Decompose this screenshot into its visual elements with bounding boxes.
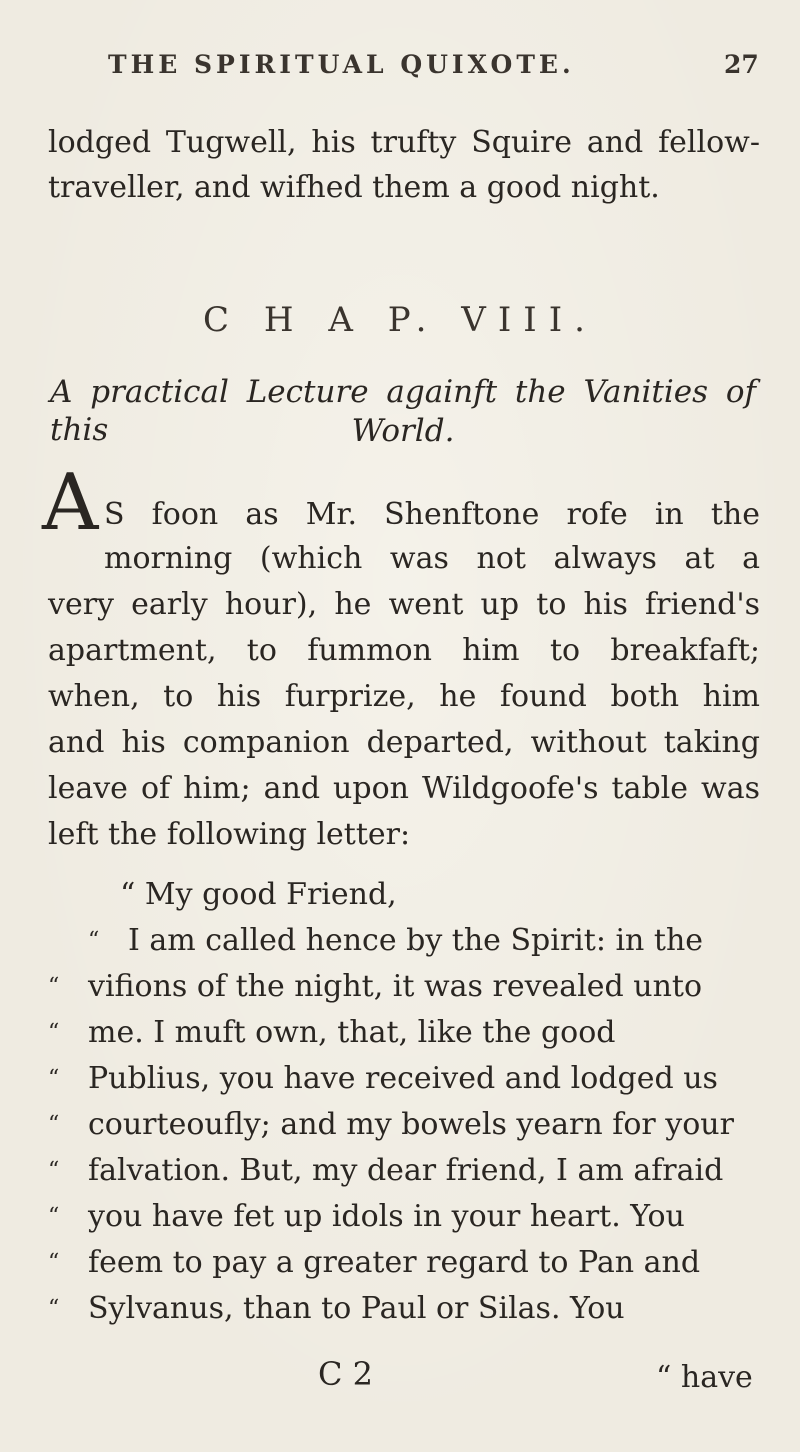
quote-mark: “	[48, 1112, 60, 1137]
quote-mark: “	[48, 1296, 60, 1321]
quote-mark: “	[48, 1250, 60, 1275]
letter-line-text: courteoufly; and my bowels yearn for your	[88, 1107, 734, 1142]
letter-line-text: feem to pay a greater regard to Pan and	[88, 1245, 701, 1280]
running-head-title: THE SPIRITUAL QUIXOTE.	[108, 50, 575, 79]
paragraph-line-2: morning (which was not always at a	[104, 541, 760, 576]
letter-line	[48, 1290, 760, 1328]
paragraph-line-4: apartment, to fummon him to breakfaft;	[48, 633, 760, 668]
letter-line	[48, 1244, 760, 1282]
letter-line-text: you have fet up idols in your heart. You	[88, 1199, 685, 1234]
letter-line	[48, 1106, 760, 1144]
opening-line-2: traveller, and wifhed them a good night.	[48, 170, 660, 205]
chapter-subtitle-line-1: A practical Lecture againft the Vanities of this	[50, 374, 756, 448]
letter-line	[48, 1198, 760, 1236]
letter-line-text: Sylvanus, than to Paul or Silas. You	[88, 1291, 625, 1326]
paragraph-line-6: and his companion departed, without taking	[48, 725, 760, 760]
paragraph-line-3: very early hour), he went up to his friend's	[48, 587, 760, 622]
letter-line-text: Publius, you have received and lodged us	[88, 1061, 718, 1096]
quote-mark: “	[48, 974, 60, 999]
catchword: “ have	[656, 1360, 753, 1395]
quote-mark: “	[88, 928, 100, 953]
drop-cap: A	[42, 458, 99, 548]
letter-line	[48, 1152, 760, 1190]
letter-line	[48, 968, 760, 1006]
letter-line-text: falvation. But, my dear friend, I am afraid	[88, 1153, 724, 1188]
signature-mark: C 2	[318, 1355, 374, 1393]
paragraph-line-7: leave of him; and upon Wildgoofe's table was	[48, 771, 760, 806]
letter-line-text: me. I muft own, that, like the good	[88, 1015, 616, 1050]
quote-mark: “	[48, 1020, 60, 1045]
letter-salutation: “ My good Friend,	[120, 877, 397, 912]
paragraph-line-5: when, to his furprize, he found both him	[48, 679, 760, 714]
running-head	[0, 50, 800, 90]
chapter-subtitle-line-2: World.	[351, 413, 455, 449]
letter-line-text: vifions of the night, it was revealed unto	[88, 969, 703, 1004]
paragraph-line-1: S foon as Mr. Shenftone rofe in the	[104, 497, 760, 532]
opening-line-1: lodged Tugwell, his trufty Squire and fellow-	[48, 125, 760, 160]
letter-line	[48, 1014, 760, 1052]
quote-mark: “	[48, 1158, 60, 1183]
chapter-heading: C H A P. VIII.	[203, 300, 597, 340]
letter-line-text: I am called hence by the Spirit: in the	[128, 923, 704, 958]
paragraph-line-8: left the following letter:	[48, 817, 411, 852]
quote-mark: “	[48, 1204, 60, 1229]
letter-line	[48, 1060, 760, 1098]
quote-mark: “	[48, 1066, 60, 1091]
letter-line	[88, 922, 760, 960]
page-number: 27	[724, 50, 759, 79]
